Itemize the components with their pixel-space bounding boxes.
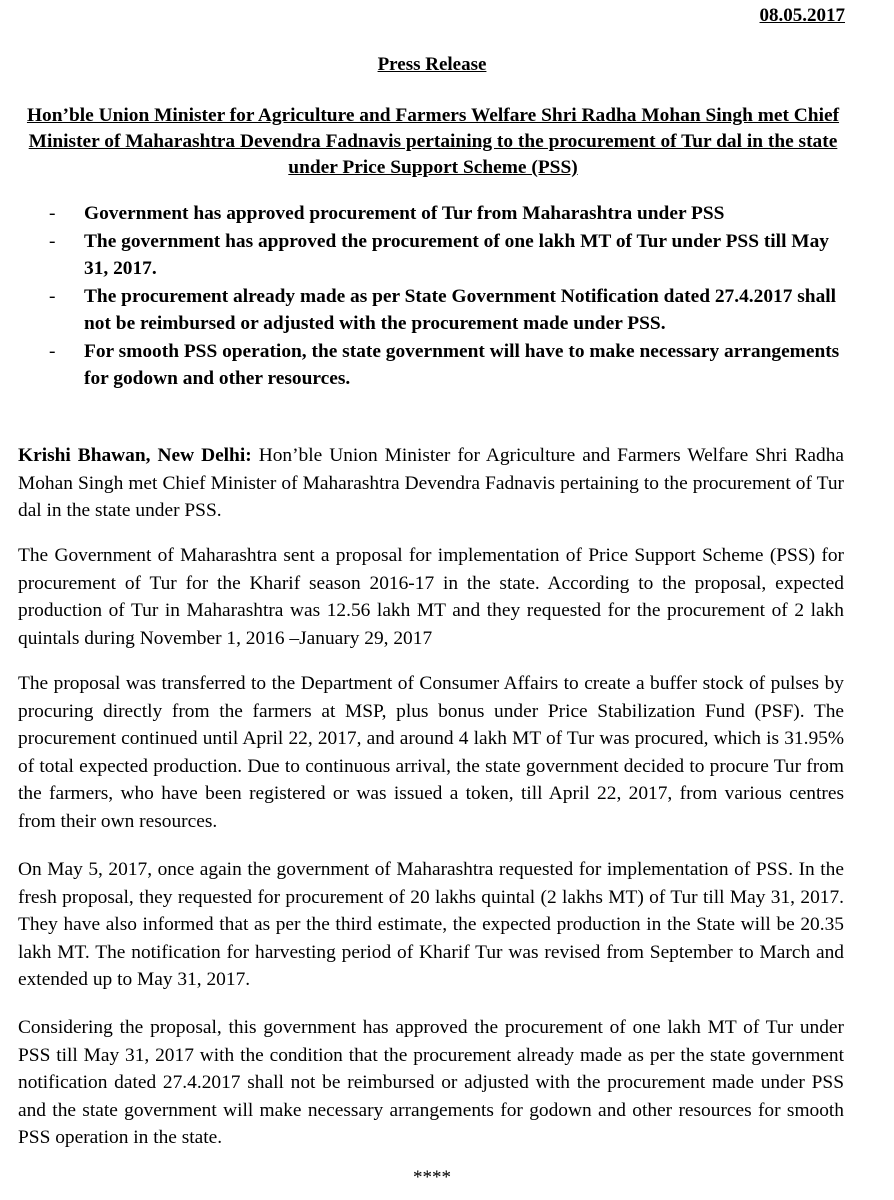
body-paragraph bbox=[18, 442, 844, 525]
dash-bullet-icon: - bbox=[49, 340, 56, 362]
dash-bullet-icon: - bbox=[49, 230, 56, 252]
key-points-list bbox=[49, 200, 849, 393]
body-paragraph: On May 5, 2017, once again the government of Maharashtra requested for implementation of PSS. In the fresh proposal, they requested for procurement of 20 lakhs quintal (2 lakhs MT) of Tur till May 31, 2017. They have also informed that as per the third estimate, the expected production in the State will be 20.35 lakh MT. The notification for harvesting period of Kharif Tur was revised from September to March and extended up to May 31, 2017. bbox=[18, 859, 844, 990]
release-date: 08.05.2017 bbox=[759, 5, 845, 26]
bullet-text: The procurement already made as per State Government Notification dated 27.4.2017 shall not be reimbursed or adjusted with the procurement made under PSS. bbox=[84, 285, 837, 334]
list-item bbox=[49, 228, 849, 283]
headline: Hon’ble Union Minister for Agriculture and Farmers Welfare Shri Radha Mohan Singh met Chief Minister of Maharashtra Devendra Fadnavis pertaining to the procurement of Tur dal in the state under Price Support Scheme (PSS) bbox=[26, 105, 840, 178]
bullet-text: For smooth PSS operation, the state government will have to make necessary arrangements for godown and other resources. bbox=[84, 340, 840, 389]
document-heading: Press Release bbox=[377, 54, 487, 75]
dash-bullet-icon: - bbox=[49, 203, 56, 224]
end-mark: **** bbox=[413, 1167, 451, 1188]
list-item bbox=[49, 283, 849, 338]
body-paragraph: The Government of Maharashtra sent a proposal for implementation of Price Support Scheme (PSS) for procurement of Tur for the Kharif season 2016-17 in the state. According to the proposal, expected production of Tur in Maharashtra was 12.56 lakh MT and they requested for the procurement of 2 lakh quintals during November 1, 2016 –January 29, 2017 bbox=[18, 545, 844, 649]
list-item bbox=[49, 200, 849, 228]
dash-bullet-icon: - bbox=[49, 285, 56, 307]
body-paragraph: The proposal was transferred to the Department of Consumer Affairs to create a buffer stock of pulses by procuring directly from the farmers at MSP, plus bonus under Price Stabilization Fund (PSF). The procurement continued until April 22, 2017, and around 4 lakh MT of Tur was procured, which is 31.95% of total expected production. Due to continuous arrival, the state government decided to procure Tur from the farmers, who have been registered or was issued a token, till April 22, 2017, from various centres from their own resources. bbox=[18, 673, 844, 832]
list-item bbox=[49, 338, 849, 393]
paragraph-text: Hon’ble Union Minister for Agriculture and Farmers Welfare Shri Radha Mohan Singh met Chief Minister of Maharashtra Devendra Fadnavis pertaining to the procurement of Tur dal in the state under PSS. bbox=[18, 445, 844, 521]
dateline: Krishi Bhawan, New Delhi: bbox=[18, 445, 252, 466]
bullet-text: The government has approved the procurement of one lakh MT of Tur under PSS till May 31, 2017. bbox=[84, 230, 829, 279]
body-paragraph: Considering the proposal, this government has approved the procurement of one lakh MT of Tur under PSS till May 31, 2017 with the condition that the procurement already made as per the state government notification dated 27.4.2017 shall not be reimbursed or adjusted with the procurement made under PSS and the state government will make necessary arrangements for godown and other resources for smooth PSS operation in the state. bbox=[18, 1017, 844, 1148]
bullet-text: Government has approved procurement of Tur from Maharashtra under PSS bbox=[84, 203, 725, 224]
